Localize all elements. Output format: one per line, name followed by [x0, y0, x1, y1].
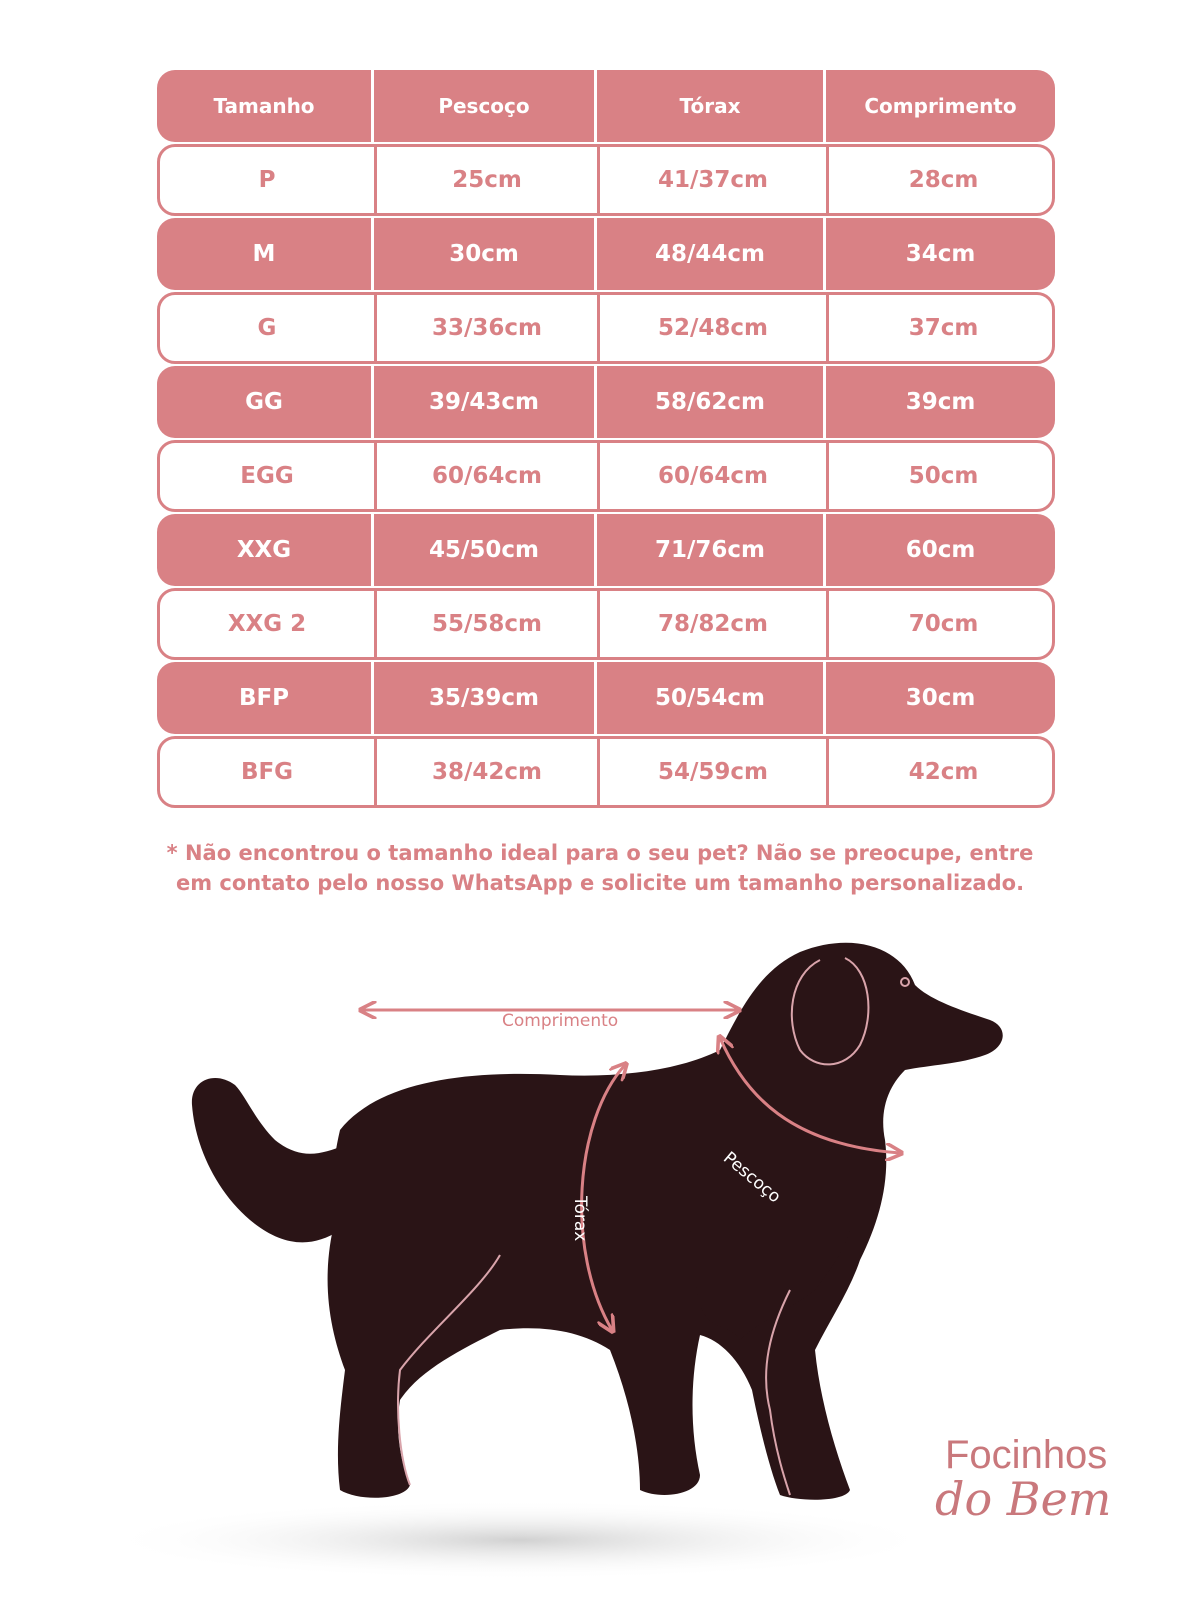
logo-text-do-bem: do Bem: [935, 1472, 1112, 1526]
cell-length: 42cm: [908, 759, 979, 785]
header-torax: Tórax: [597, 70, 826, 142]
size-table: [157, 70, 1055, 810]
pescoco-label: Pescoço: [719, 1148, 785, 1208]
ground-shadow: [100, 1500, 940, 1580]
cell-chest: 50/54cm: [597, 662, 826, 734]
cell-length: 50cm: [908, 463, 979, 489]
comprimento-label: Comprimento: [502, 1011, 619, 1031]
cell-chest: 60/64cm: [600, 443, 829, 509]
custom-size-note: [100, 838, 1100, 898]
cell-chest: 58/62cm: [597, 366, 826, 438]
cell-neck: 39/43cm: [374, 366, 597, 438]
cell-chest: 78/82cm: [600, 591, 829, 657]
cell-chest: 54/59cm: [600, 739, 829, 805]
cell-length: 70cm: [908, 611, 979, 637]
table-row: [157, 440, 1055, 512]
table-row: [157, 292, 1055, 364]
table-row: [157, 144, 1055, 216]
logo-text-focinhos: Focinhos: [945, 1433, 1108, 1477]
cell-length: 28cm: [908, 167, 979, 193]
table-row: [157, 736, 1055, 808]
cell-size: P: [160, 147, 377, 213]
note-line-1: * Não encontrou o tamanho ideal para o seu pet? Não se preocupe, entre: [166, 841, 1034, 865]
cell-size: BFP: [157, 662, 374, 734]
brand-logo: [935, 1433, 1145, 1526]
cell-size: GG: [157, 366, 374, 438]
cell-neck: 45/50cm: [374, 514, 597, 586]
cell-length: 39cm: [905, 389, 976, 415]
cell-size: XXG 2: [160, 591, 377, 657]
cell-neck: 33/36cm: [377, 295, 600, 361]
note-line-2: em contato pelo nosso WhatsApp e solicite um tamanho personalizado.: [175, 871, 1025, 895]
cell-neck: 55/58cm: [377, 591, 600, 657]
cell-length: 30cm: [905, 685, 976, 711]
cell-neck: 30cm: [374, 218, 597, 290]
cell-chest: 41/37cm: [600, 147, 829, 213]
header-comprimento: Comprimento: [864, 94, 1017, 118]
table-row: [157, 514, 1055, 586]
header-pescoco: Pescoço: [374, 70, 597, 142]
cell-chest: 48/44cm: [597, 218, 826, 290]
cell-neck: 38/42cm: [377, 739, 600, 805]
cell-size: EGG: [160, 443, 377, 509]
torax-label: Tórax: [570, 1196, 590, 1242]
cell-size: M: [157, 218, 374, 290]
cell-chest: 71/76cm: [597, 514, 826, 586]
cell-neck: 35/39cm: [374, 662, 597, 734]
cell-size: XXG: [157, 514, 374, 586]
cell-size: BFG: [160, 739, 377, 805]
cell-length: 37cm: [908, 315, 979, 341]
cell-size: G: [160, 295, 377, 361]
table-row: [157, 662, 1055, 734]
cell-neck: 25cm: [377, 147, 600, 213]
cell-length: 60cm: [905, 537, 976, 563]
header-tamanho: Tamanho: [157, 70, 374, 142]
table-header-row: [157, 70, 1055, 142]
cell-chest: 52/48cm: [600, 295, 829, 361]
cell-neck: 60/64cm: [377, 443, 600, 509]
table-row: [157, 218, 1055, 290]
table-row: [157, 366, 1055, 438]
table-row: [157, 588, 1055, 660]
cell-length: 34cm: [905, 241, 976, 267]
